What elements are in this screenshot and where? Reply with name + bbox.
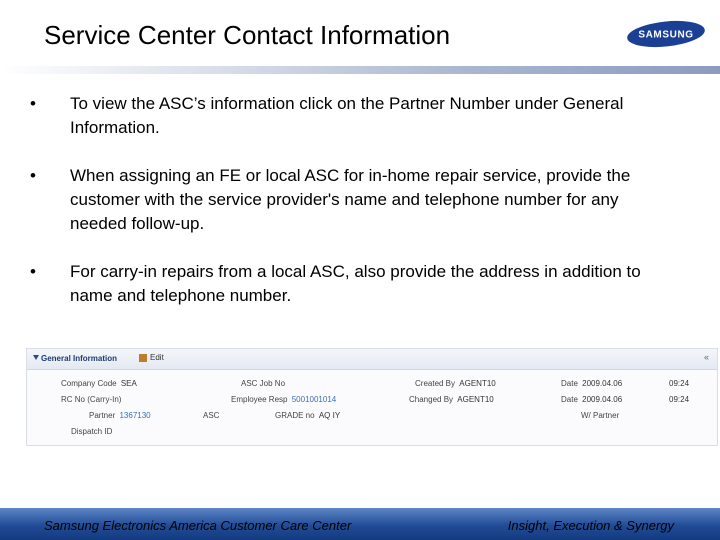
field-label: Created By	[415, 379, 456, 388]
bullet-dot: •	[30, 166, 36, 185]
field-label: W/ Partner	[581, 411, 620, 420]
employee-resp-field	[231, 395, 336, 404]
changed-time-field	[667, 395, 689, 404]
footer-right-text: Insight, Execution & Synergy	[507, 518, 674, 533]
w-partner-field	[581, 411, 621, 420]
edit-button[interactable]	[139, 353, 164, 362]
page-title: Service Center Contact Information	[44, 20, 451, 50]
created-by-field	[415, 379, 496, 388]
footer-left-text: Samsung Electronics America Customer Care Center	[44, 518, 352, 533]
field-value: AGENT10	[457, 395, 494, 404]
field-label: ASC	[203, 411, 220, 420]
field-label: Dispatch ID	[71, 427, 113, 436]
field-value: AGENT10	[459, 379, 496, 388]
bullet-text: When assigning an FE or local ASC for in-home repair service, provide the customer with the service provider's name and telephone number for any needed follow-up.	[70, 166, 631, 233]
employee-resp-link[interactable]: 5001001014	[291, 395, 337, 404]
bullet-text: For carry-in repairs from a local ASC, also provide the address in addition to name and telephone number.	[70, 262, 641, 305]
bullet-item	[28, 164, 678, 236]
field-label: ASC Job No	[241, 379, 286, 388]
partner-number-link[interactable]: 1367130	[119, 411, 151, 420]
bullet-dot: •	[30, 94, 36, 113]
company-code-field	[61, 379, 137, 388]
asc-field	[203, 411, 221, 420]
field-label: Partner	[89, 411, 116, 420]
footer-bar	[0, 508, 720, 540]
rc-no-field	[61, 395, 123, 404]
partner-field	[89, 411, 151, 420]
asc-job-no-field	[241, 379, 287, 388]
bullet-list	[28, 92, 678, 332]
bullet-item	[28, 260, 678, 308]
field-label: Date	[561, 395, 578, 404]
changed-date-field	[561, 395, 622, 404]
edit-label: Edit	[150, 353, 164, 362]
created-date-field	[561, 379, 622, 388]
edit-icon	[139, 354, 147, 362]
field-label: Date	[561, 379, 578, 388]
field-value: 09:24	[669, 379, 690, 388]
field-value: 2009.04.06	[582, 379, 623, 388]
title-divider	[0, 66, 720, 74]
field-label: Changed By	[409, 395, 454, 404]
dispatch-id-field	[71, 427, 114, 436]
field-value: AQ IY	[318, 411, 341, 420]
expand-triangle-icon[interactable]	[33, 355, 39, 360]
changed-by-field	[409, 395, 494, 404]
field-value: 2009.04.06	[582, 395, 623, 404]
bullet-text: To view the ASC’s information click on the Partner Number under General Information.	[70, 94, 624, 137]
general-information-panel	[26, 348, 718, 446]
bullet-dot: •	[30, 262, 36, 281]
logo-text: SAMSUNG	[638, 29, 694, 41]
collapse-icon[interactable]: «	[703, 352, 709, 362]
field-value: 09:24	[669, 395, 690, 404]
field-value: SEA	[120, 379, 137, 388]
field-label: GRADE no	[275, 411, 315, 420]
field-label: Employee Resp	[231, 395, 288, 404]
general-information-header[interactable]	[27, 349, 717, 370]
bullet-item	[28, 92, 678, 140]
field-label: RC No (Carry-In)	[61, 395, 122, 404]
field-label: Company Code	[61, 379, 117, 388]
samsung-logo	[626, 20, 706, 48]
general-information-title: General Information	[41, 354, 118, 363]
grade-no-field	[275, 411, 340, 420]
created-time-field	[667, 379, 689, 388]
